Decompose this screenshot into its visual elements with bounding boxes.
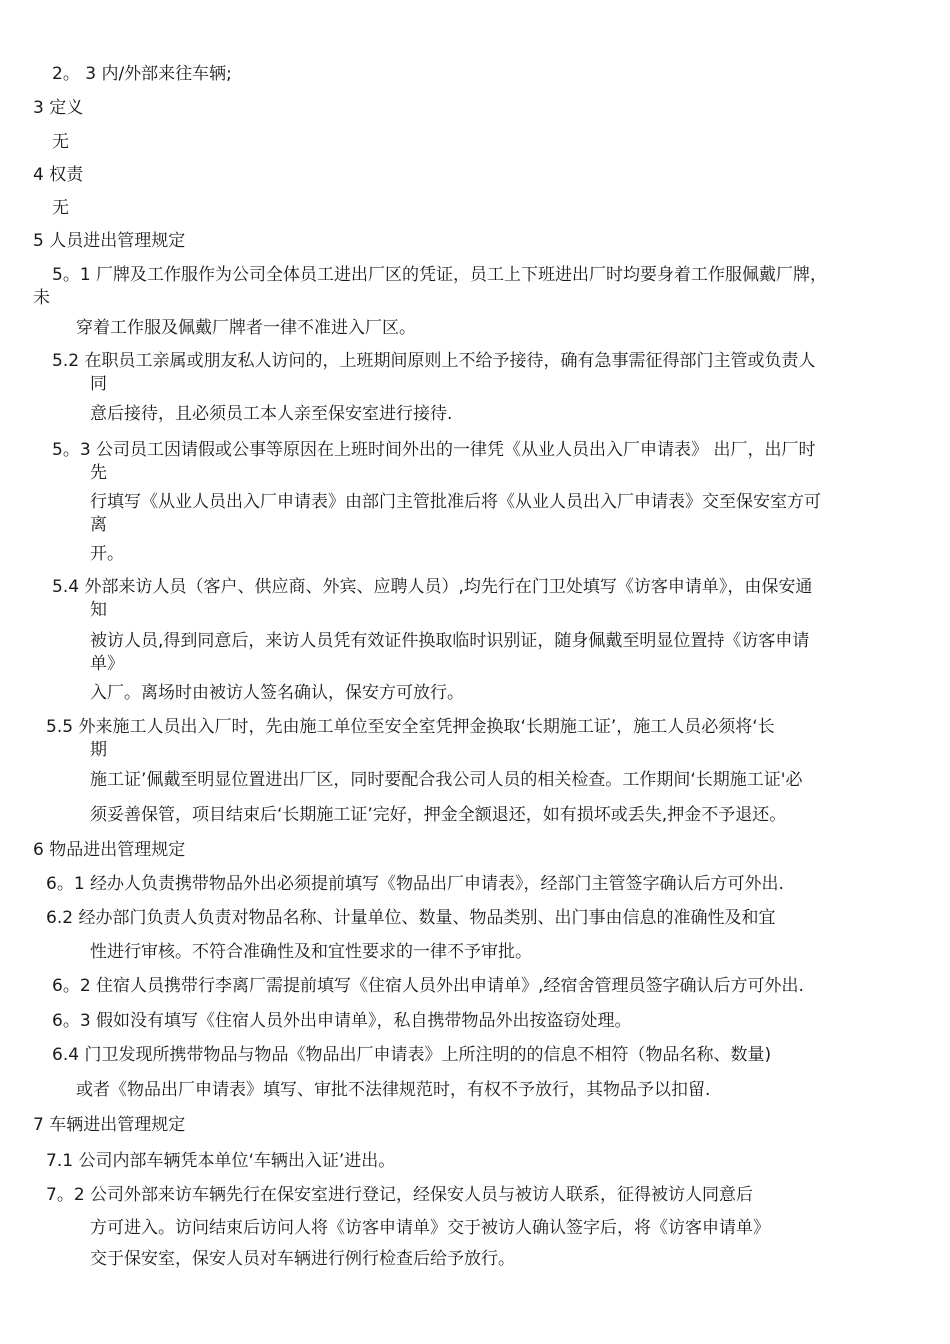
list-item-2-3: 2。 3 内/外部来往车辆; — [52, 64, 232, 84]
clause-5-1-wrap: 未 — [33, 288, 50, 308]
clause-6-1: 6。1 经办人负责携带物品外出必须提前填写《物品出厂申请表》，经部门主管签字确认后方可外出. — [46, 874, 784, 894]
clause-6-3: 6。3 假如没有填写《住宿人员外出申请单》，私自携带物品外出按盗窃处理。 — [52, 1011, 632, 1031]
clause-6-4-line-1: 6.4 门卫发现所携带物品与物品《物品出厂申请表》上所注明的的信息不相符（物品名称、数量) — [52, 1045, 772, 1065]
clause-7-2-line-1: 7。2 公司外部来访车辆先行在保安室进行登记，经保安人员与被访人联系，征得被访人同意后 — [46, 1185, 754, 1205]
section-heading-goods: 6 物品进出管理规定 — [33, 840, 186, 860]
clause-5-5-line-3: 须妥善保管，项目结束后‘长期施工证’完好，押金全额退还，如有损坏或丢失,押金不予退还。 — [90, 805, 787, 825]
clause-7-2-line-2: 方可进入。访问结束后访问人将《访客申请单》交于被访人确认签字后，将《访客申请单》 — [90, 1218, 770, 1238]
clause-5-3-wrap-1: 先 — [90, 463, 107, 483]
clause-5-2-line-2: 意后接待，且必须员工本人亲至保安室进行接待. — [90, 404, 453, 424]
section-heading-definition: 3 定义 — [33, 98, 84, 118]
clause-5-2-wrap: 同 — [90, 374, 107, 394]
clause-5-3-line-3: 开。 — [90, 544, 124, 564]
definition-body: 无 — [52, 132, 69, 152]
clause-6-4-line-2: 或者《物品出厂申请表》填写、审批不法律规范时，有权不予放行，其物品予以扣留. — [76, 1080, 711, 1100]
clause-5-3-wrap-2: 离 — [90, 515, 107, 535]
clause-5-4-wrap-2: 单》 — [90, 654, 124, 674]
clause-5-5-line-1: 5.5 外来施工人员出入厂时，先由施工单位至安全室凭押金换取‘长期施工证’，施工人员必须将‘长 — [46, 717, 775, 737]
section-heading-vehicles: 7 车辆进出管理规定 — [33, 1115, 186, 1135]
clause-5-2-line-1: 5.2 在职员工亲属或朋友私人访问的，上班期间原则上不给予接待，确有急事需征得部门主管或负责人 — [52, 351, 816, 371]
clause-5-4-line-2: 被访人员,得到同意后，来访人员凭有效证件换取临时识别证，随身佩戴至明显位置持《访客申请 — [90, 631, 810, 651]
clause-6-2-line-2: 性进行审核。不符合准确性及和宜性要求的一律不予审批。 — [90, 942, 532, 962]
clause-6-2-line-1: 6.2 经办部门负责人负责对物品名称、计量单位、数量、物品类别、出门事由信息的准确性及和宜 — [46, 908, 776, 928]
clause-5-3-line-2: 行填写《从业人员出入厂申请表》由部门主管批准后将《从业人员出入厂申请表》交至保安室方可 — [90, 492, 821, 512]
clause-6-2b: 6。2 住宿人员携带行李离厂需提前填写《住宿人员外出申请单》,经宿舍管理员签字确认后方可外出. — [52, 976, 804, 996]
clause-7-2-line-3: 交于保安室，保安人员对车辆进行例行检查后给予放行。 — [90, 1249, 515, 1269]
clause-5-4-line-1: 5.4 外部来访人员（客户、供应商、外宾、应聘人员）,均先行在门卫处填写《访客申请单》，由保安通 — [52, 577, 813, 597]
section-heading-responsibility: 4 权责 — [33, 165, 84, 185]
clause-5-5-wrap: 期 — [90, 740, 107, 760]
clause-7-1: 7.1 公司内部车辆凭本单位‘车辆出入证’进出。 — [46, 1151, 396, 1171]
clause-5-1-line-2: 穿着工作服及佩戴厂牌者一律不准进入厂区。 — [76, 318, 416, 338]
clause-5-4-line-3: 入厂。离场时由被访人签名确认，保安方可放行。 — [90, 683, 464, 703]
clause-5-5-line-2: 施工证’佩戴至明显位置进出厂区，同时要配合我公司人员的相关检查。工作期间‘长期施工证'必 — [90, 770, 803, 790]
clause-5-3-line-1: 5。3 公司员工因请假或公事等原因在上班时间外出的一律凭《从业人员出入厂申请表》 出厂，出厂时 — [52, 440, 816, 460]
clause-5-4-wrap-1: 知 — [90, 600, 107, 620]
responsibility-body: 无 — [52, 198, 69, 218]
clause-5-1-line-1: 5。1 厂牌及工作服作为公司全体员工进出厂区的凭证，员工上下班进出厂时均要身着工作服佩戴厂牌， — [52, 265, 828, 285]
section-heading-personnel: 5 人员进出管理规定 — [33, 231, 186, 251]
